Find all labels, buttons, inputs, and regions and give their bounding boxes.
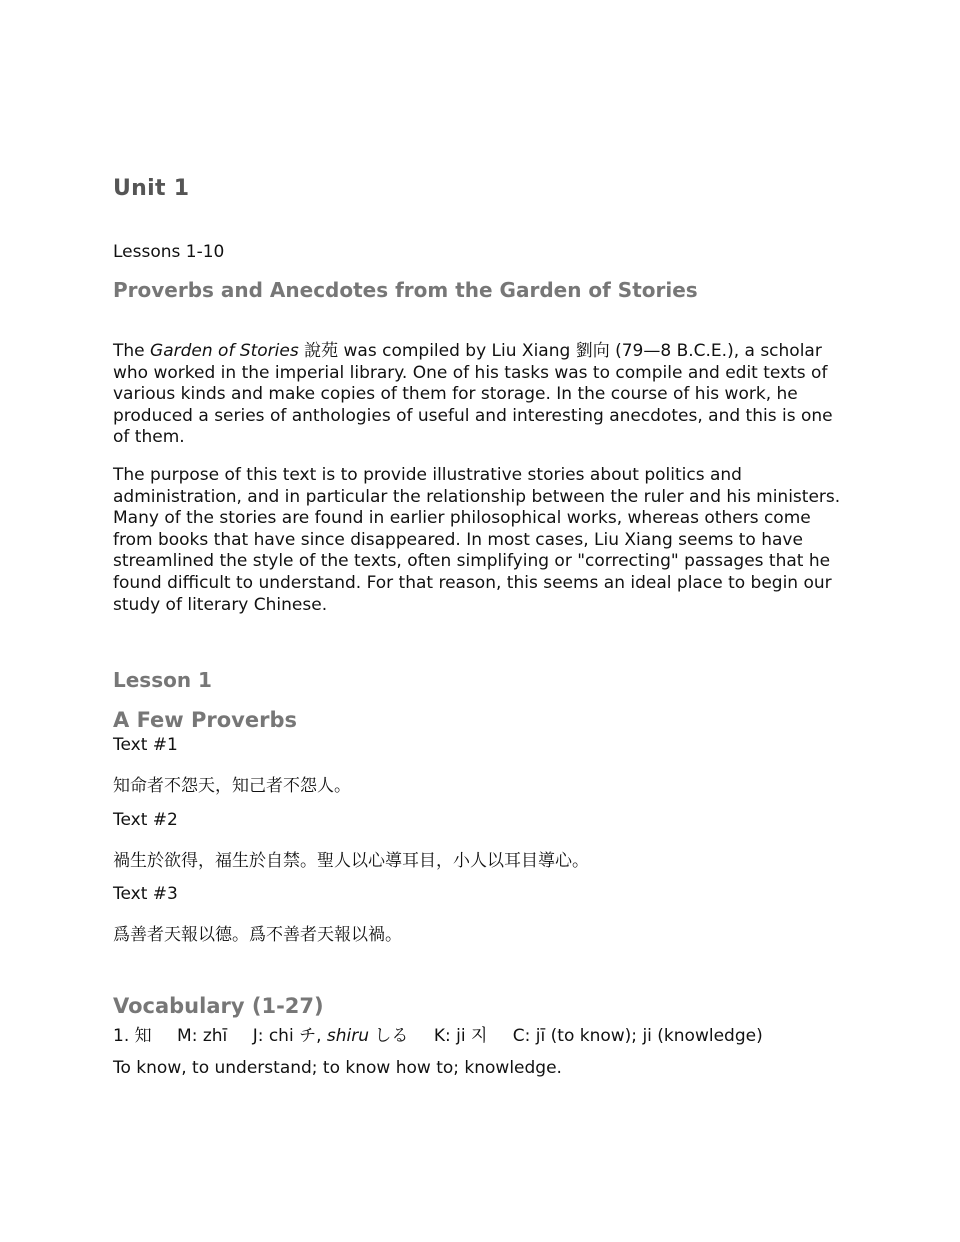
intro-body: 說苑 was compiled by Liu Xiang 劉向 (79—8 B.C.E.), a scholar who worked in the imperial library. One of his tasks was to compile and edit texts of various kinds and make copies of them for storage. In the course of his work, he produced a series of anthologies of useful and interesting anecdotes, and this is one of them. [113, 341, 833, 448]
book-title: Garden of Stories [150, 341, 299, 361]
text-2-label: Text #2 [113, 810, 178, 830]
lesson-subtitle: A Few Proverbs [113, 708, 298, 732]
text-3-label: Text #3 [113, 884, 178, 904]
intro-paragraph-2: The purpose of this text is to provide illustrative stories about politics and administration, and in particular the relationship between the ruler and his ministers. Many of the stories are found in earlier philosophical works, whereas others come from books that have since disappeared. In most cases, Liu Xiang seems to have streamlined the style of the texts, often simplifying or "correcting" passages that he found difficult to understand. For that reason, this seems an ideal place to begin our study of literary Chinese. [113, 465, 841, 615]
intro-paragraph-1 [113, 341, 853, 449]
vocab-japanese-kana: しる [369, 1026, 409, 1046]
text-1-content: 知命者不怨天，知己者不怨人。 [113, 776, 351, 796]
vocab-korean: K: ji 지 [433, 1026, 488, 1046]
unit-heading: Unit 1 [113, 176, 190, 201]
vocab-character: 知 [134, 1026, 152, 1046]
vocab-number: 1. [113, 1026, 130, 1046]
vocab-mandarin: M: zhī [177, 1026, 228, 1046]
lessons-range: Lessons 1-10 [113, 242, 225, 262]
vocab-definition-1: To know, to understand; to know how to; knowledge. [113, 1058, 562, 1078]
lesson-heading: Lesson 1 [113, 668, 212, 692]
section-title: Proverbs and Anecdotes from the Garden of Stories [113, 278, 698, 302]
text-3-content: 爲善者天報以德。爲不善者天報以禍。 [113, 925, 402, 945]
intro-prefix: The [113, 341, 151, 361]
vocab-japanese-kun: shiru [326, 1026, 370, 1046]
vocabulary-heading: Vocabulary (1-27) [113, 994, 324, 1018]
text-1-label: Text #1 [113, 735, 178, 755]
vocab-japanese-on: J: chi チ, [252, 1026, 327, 1046]
text-2-content: 禍生於欲得，福生於自禁。聖人以心導耳目，小人以耳目導心。 [113, 851, 589, 871]
vocab-japanese [253, 1021, 409, 1046]
vocab-entry-1 [113, 1021, 763, 1046]
vocab-cantonese: C: jī (to know); ji (knowledge) [512, 1026, 763, 1046]
